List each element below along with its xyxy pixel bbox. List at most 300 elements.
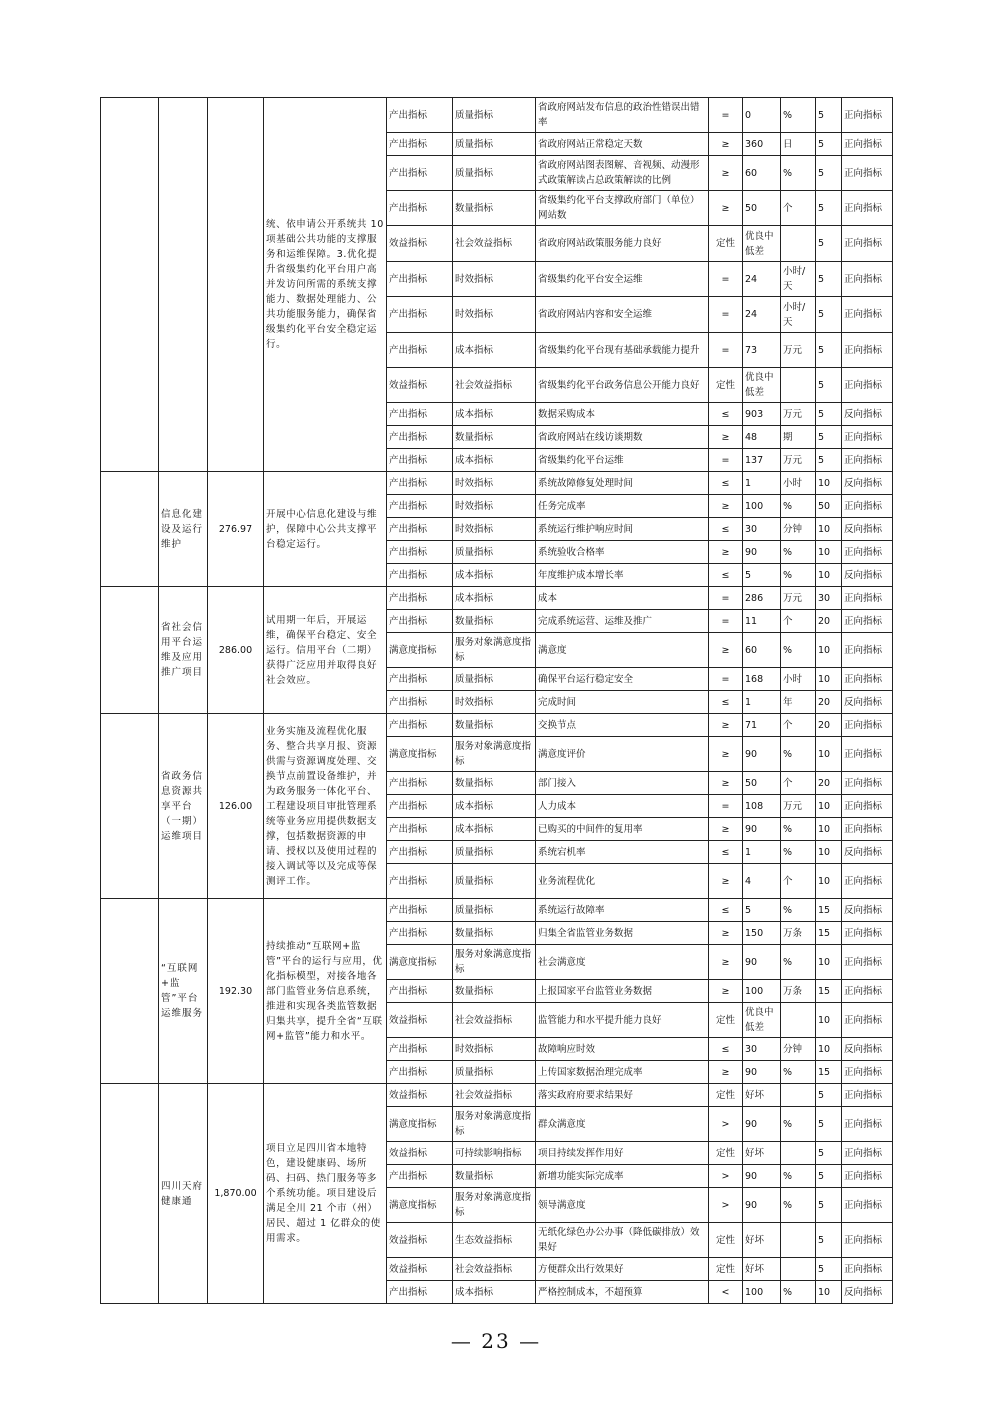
project-goal-cell: 统、依申请公开系统共 10 项基础公共功能的支撑服务和运维保障。3.优化提升省级集约化平台用户高并发访问所需的系统支撑能力、数据处理能力、公共功能服务能力，确保省级集约化平台安全稳定运行。 (264, 98, 387, 472)
target-value-cell: 0 (743, 98, 781, 133)
direction-cell: 正向指标 (842, 714, 893, 737)
weight-cell: 10 (816, 1038, 842, 1061)
level2-indicator-cell: 时效指标 (453, 262, 536, 297)
level2-indicator-cell: 服务对象满意度指标 (453, 1188, 536, 1223)
level1-indicator-cell: 满意度指标 (387, 945, 453, 980)
level1-indicator-cell: 满意度指标 (387, 737, 453, 772)
indicator-name-cell: 省政府网站内容和安全运维 (536, 297, 709, 333)
level2-indicator-cell: 质量指标 (453, 541, 536, 564)
indicator-name-cell: 上报国家平台监管业务数据 (536, 980, 709, 1003)
operator-cell: ≥ (709, 633, 743, 668)
unit-cell: 个 (781, 191, 816, 226)
level2-indicator-cell: 质量指标 (453, 841, 536, 864)
weight-cell: 5 (816, 333, 842, 368)
indicator-name-cell: 领导满意度 (536, 1188, 709, 1223)
indicator-name-cell: 省级集约化平台政务信息公开能力良好 (536, 368, 709, 403)
unit-cell: % (781, 818, 816, 841)
operator-cell: 定性 (709, 1258, 743, 1281)
target-value-cell: 108 (743, 795, 781, 818)
level2-indicator-cell: 时效指标 (453, 297, 536, 333)
weight-cell: 5 (816, 1084, 842, 1107)
indicator-name-cell: 满意度 (536, 633, 709, 668)
category-cell (101, 714, 159, 899)
weight-cell: 5 (816, 426, 842, 449)
operator-cell: = (709, 262, 743, 297)
weight-cell: 10 (816, 818, 842, 841)
level1-indicator-cell: 产出指标 (387, 772, 453, 795)
weight-cell: 5 (816, 98, 842, 133)
level2-indicator-cell: 服务对象满意度指标 (453, 633, 536, 668)
direction-cell: 反向指标 (842, 518, 893, 541)
level2-indicator-cell: 服务对象满意度指标 (453, 945, 536, 980)
level2-indicator-cell: 服务对象满意度指标 (453, 1107, 536, 1142)
level2-indicator-cell: 社会效益指标 (453, 1084, 536, 1107)
unit-cell (781, 1084, 816, 1107)
level1-indicator-cell: 效益指标 (387, 1003, 453, 1038)
level1-indicator-cell: 产出指标 (387, 922, 453, 945)
unit-cell: % (781, 1188, 816, 1223)
indicator-name-cell: 年度维护成本增长率 (536, 564, 709, 587)
operator-cell: 定性 (709, 1084, 743, 1107)
direction-cell: 正向指标 (842, 262, 893, 297)
operator-cell: > (709, 1107, 743, 1142)
level1-indicator-cell: 产出指标 (387, 841, 453, 864)
weight-cell: 10 (816, 1281, 842, 1304)
indicator-name-cell: 省政府网站正常稳定天数 (536, 133, 709, 156)
project-amount-cell: 1,870.00 (208, 1084, 264, 1304)
operator-cell: ≥ (709, 156, 743, 191)
unit-cell (781, 368, 816, 403)
weight-cell: 5 (816, 1188, 842, 1223)
unit-cell (781, 1223, 816, 1258)
target-value-cell: 100 (743, 495, 781, 518)
unit-cell: 小时/天 (781, 297, 816, 333)
unit-cell: 万条 (781, 980, 816, 1003)
level1-indicator-cell: 产出指标 (387, 795, 453, 818)
operator-cell: ≥ (709, 714, 743, 737)
weight-cell: 15 (816, 899, 842, 922)
unit-cell: 个 (781, 864, 816, 899)
indicator-name-cell: 省政府网站政策服务能力良好 (536, 226, 709, 262)
weight-cell: 10 (816, 864, 842, 899)
weight-cell: 10 (816, 472, 842, 495)
table-row (101, 1084, 893, 1107)
direction-cell: 正向指标 (842, 1003, 893, 1038)
operator-cell: 定性 (709, 1142, 743, 1165)
level1-indicator-cell: 产出指标 (387, 403, 453, 426)
weight-cell: 50 (816, 495, 842, 518)
performance-indicator-table (100, 97, 893, 1304)
target-value-cell: 好坏 (743, 1223, 781, 1258)
indicator-name-cell: 部门接入 (536, 772, 709, 795)
level2-indicator-cell: 质量指标 (453, 1061, 536, 1084)
direction-cell: 反向指标 (842, 899, 893, 922)
direction-cell: 正向指标 (842, 191, 893, 226)
project-name-cell: 信息化建设及运行维护 (159, 472, 208, 587)
operator-cell: ≤ (709, 1038, 743, 1061)
operator-cell: ≤ (709, 564, 743, 587)
project-name-cell: 四川天府健康通 (159, 1084, 208, 1304)
level2-indicator-cell: 成本指标 (453, 818, 536, 841)
level2-indicator-cell: 成本指标 (453, 333, 536, 368)
unit-cell: 分钟 (781, 518, 816, 541)
level1-indicator-cell: 产出指标 (387, 610, 453, 633)
level1-indicator-cell: 产出指标 (387, 1165, 453, 1188)
operator-cell: = (709, 795, 743, 818)
operator-cell: ≤ (709, 691, 743, 714)
level1-indicator-cell: 满意度指标 (387, 1188, 453, 1223)
operator-cell: < (709, 1281, 743, 1304)
indicator-name-cell: 落实政府府要求结果好 (536, 1084, 709, 1107)
operator-cell: ≥ (709, 541, 743, 564)
table-row (101, 714, 893, 737)
indicator-name-cell: 社会满意度 (536, 945, 709, 980)
level2-indicator-cell: 可持续影响指标 (453, 1142, 536, 1165)
operator-cell: ≥ (709, 864, 743, 899)
level1-indicator-cell: 产出指标 (387, 1038, 453, 1061)
unit-cell (781, 226, 816, 262)
level1-indicator-cell: 产出指标 (387, 518, 453, 541)
level2-indicator-cell: 质量指标 (453, 899, 536, 922)
direction-cell: 反向指标 (842, 1038, 893, 1061)
direction-cell: 正向指标 (842, 864, 893, 899)
direction-cell: 正向指标 (842, 610, 893, 633)
weight-cell: 10 (816, 795, 842, 818)
weight-cell: 20 (816, 691, 842, 714)
operator-cell: = (709, 449, 743, 472)
level2-indicator-cell: 社会效益指标 (453, 1258, 536, 1281)
target-value-cell: 60 (743, 156, 781, 191)
direction-cell: 正向指标 (842, 368, 893, 403)
project-amount-cell: 286.00 (208, 587, 264, 714)
level2-indicator-cell: 生态效益指标 (453, 1223, 536, 1258)
indicator-name-cell: 无纸化绿色办公办事（降低碳排放）效果好 (536, 1223, 709, 1258)
indicator-name-cell: 任务完成率 (536, 495, 709, 518)
level1-indicator-cell: 产出指标 (387, 899, 453, 922)
direction-cell: 正向指标 (842, 587, 893, 610)
level2-indicator-cell: 时效指标 (453, 495, 536, 518)
target-value-cell: 73 (743, 333, 781, 368)
direction-cell: 正向指标 (842, 1107, 893, 1142)
level1-indicator-cell: 效益指标 (387, 1084, 453, 1107)
direction-cell: 正向指标 (842, 1188, 893, 1223)
weight-cell: 15 (816, 980, 842, 1003)
operator-cell: ≥ (709, 772, 743, 795)
weight-cell: 10 (816, 737, 842, 772)
target-value-cell: 好坏 (743, 1084, 781, 1107)
weight-cell: 5 (816, 156, 842, 191)
direction-cell: 正向指标 (842, 980, 893, 1003)
level1-indicator-cell: 产出指标 (387, 333, 453, 368)
unit-cell: 万元 (781, 587, 816, 610)
level1-indicator-cell: 产出指标 (387, 587, 453, 610)
indicator-name-cell: 交换节点 (536, 714, 709, 737)
operator-cell: 定性 (709, 1223, 743, 1258)
direction-cell: 正向指标 (842, 1165, 893, 1188)
level1-indicator-cell: 效益指标 (387, 1258, 453, 1281)
weight-cell: 10 (816, 633, 842, 668)
indicator-name-cell: 省级集约化平台安全运维 (536, 262, 709, 297)
weight-cell: 10 (816, 841, 842, 864)
level2-indicator-cell: 数量指标 (453, 191, 536, 226)
unit-cell: 个 (781, 714, 816, 737)
indicator-name-cell: 确保平台运行稳定安全 (536, 668, 709, 691)
unit-cell: % (781, 737, 816, 772)
unit-cell: 年 (781, 691, 816, 714)
direction-cell: 正向指标 (842, 426, 893, 449)
level2-indicator-cell: 社会效益指标 (453, 226, 536, 262)
level1-indicator-cell: 产出指标 (387, 495, 453, 518)
unit-cell (781, 1003, 816, 1038)
project-name-cell (159, 98, 208, 472)
weight-cell: 5 (816, 1165, 842, 1188)
target-value-cell: 50 (743, 191, 781, 226)
weight-cell: 15 (816, 1061, 842, 1084)
direction-cell: 反向指标 (842, 691, 893, 714)
category-cell (101, 899, 159, 1084)
unit-cell (781, 1258, 816, 1281)
level1-indicator-cell: 产出指标 (387, 191, 453, 226)
project-goal-cell: 业务实施及流程优化服务、整合共享月报、资源供需与资源调度处理、交换节点前置设备维护，并为政务服务一体化平台、工程建设项目审批管理系统等业务应用提供数据支撑，包括数据资源的申请、授权以及使用过程的接入调试等以及完成等保测评工作。 (264, 714, 387, 899)
weight-cell: 5 (816, 297, 842, 333)
operator-cell: ≥ (709, 426, 743, 449)
direction-cell: 反向指标 (842, 403, 893, 426)
project-amount-cell (208, 98, 264, 472)
level2-indicator-cell: 成本指标 (453, 795, 536, 818)
level2-indicator-cell: 成本指标 (453, 587, 536, 610)
direction-cell: 正向指标 (842, 1258, 893, 1281)
level1-indicator-cell: 产出指标 (387, 818, 453, 841)
level2-indicator-cell: 时效指标 (453, 691, 536, 714)
direction-cell: 反向指标 (842, 472, 893, 495)
level2-indicator-cell: 数量指标 (453, 426, 536, 449)
direction-cell: 正向指标 (842, 156, 893, 191)
direction-cell: 正向指标 (842, 922, 893, 945)
direction-cell: 正向指标 (842, 818, 893, 841)
indicator-name-cell: 系统运行故障率 (536, 899, 709, 922)
target-value-cell: 90 (743, 737, 781, 772)
weight-cell: 20 (816, 714, 842, 737)
level2-indicator-cell: 质量指标 (453, 668, 536, 691)
level1-indicator-cell: 产出指标 (387, 297, 453, 333)
operator-cell: = (709, 297, 743, 333)
unit-cell: 小时 (781, 472, 816, 495)
direction-cell: 正向指标 (842, 1142, 893, 1165)
level2-indicator-cell: 数量指标 (453, 980, 536, 1003)
unit-cell: % (781, 564, 816, 587)
level1-indicator-cell: 产出指标 (387, 714, 453, 737)
target-value-cell: 90 (743, 1165, 781, 1188)
indicator-name-cell: 省级集约化平台现有基础承载能力提升 (536, 333, 709, 368)
target-value-cell: 100 (743, 1281, 781, 1304)
level1-indicator-cell: 效益指标 (387, 1142, 453, 1165)
target-value-cell: 360 (743, 133, 781, 156)
unit-cell: % (781, 1061, 816, 1084)
level2-indicator-cell: 质量指标 (453, 133, 536, 156)
direction-cell: 反向指标 (842, 841, 893, 864)
operator-cell: > (709, 1188, 743, 1223)
target-value-cell: 168 (743, 668, 781, 691)
category-cell (101, 98, 159, 472)
operator-cell: ≤ (709, 518, 743, 541)
category-cell (101, 587, 159, 714)
unit-cell: % (781, 98, 816, 133)
level1-indicator-cell: 产出指标 (387, 864, 453, 899)
level2-indicator-cell: 社会效益指标 (453, 1003, 536, 1038)
target-value-cell: 90 (743, 945, 781, 980)
weight-cell: 10 (816, 945, 842, 980)
operator-cell: = (709, 333, 743, 368)
table-body (101, 98, 893, 1304)
level2-indicator-cell: 质量指标 (453, 864, 536, 899)
operator-cell: ≥ (709, 922, 743, 945)
level2-indicator-cell: 成本指标 (453, 1281, 536, 1304)
target-value-cell: 137 (743, 449, 781, 472)
target-value-cell: 11 (743, 610, 781, 633)
level1-indicator-cell: 产出指标 (387, 691, 453, 714)
operator-cell: = (709, 587, 743, 610)
weight-cell: 30 (816, 587, 842, 610)
level1-indicator-cell: 产出指标 (387, 541, 453, 564)
direction-cell: 正向指标 (842, 449, 893, 472)
target-value-cell: 30 (743, 518, 781, 541)
unit-cell: % (781, 495, 816, 518)
direction-cell: 正向指标 (842, 795, 893, 818)
unit-cell: 万条 (781, 922, 816, 945)
table-row (101, 899, 893, 922)
level1-indicator-cell: 产出指标 (387, 449, 453, 472)
level2-indicator-cell: 时效指标 (453, 518, 536, 541)
unit-cell: 期 (781, 426, 816, 449)
target-value-cell: 100 (743, 980, 781, 1003)
direction-cell: 正向指标 (842, 297, 893, 333)
target-value-cell: 30 (743, 1038, 781, 1061)
unit-cell: % (781, 1107, 816, 1142)
indicator-name-cell: 系统验收合格率 (536, 541, 709, 564)
target-value-cell: 90 (743, 1061, 781, 1084)
unit-cell: 万元 (781, 403, 816, 426)
operator-cell: 定性 (709, 226, 743, 262)
weight-cell: 5 (816, 1107, 842, 1142)
operator-cell: ≤ (709, 472, 743, 495)
indicator-name-cell: 省政府网站在线访谈期数 (536, 426, 709, 449)
level1-indicator-cell: 效益指标 (387, 1223, 453, 1258)
level1-indicator-cell: 产出指标 (387, 133, 453, 156)
indicator-name-cell: 完成系统运营、运维及推广 (536, 610, 709, 633)
operator-cell: 定性 (709, 368, 743, 403)
unit-cell: % (781, 156, 816, 191)
table-row (101, 587, 893, 610)
level1-indicator-cell: 产出指标 (387, 156, 453, 191)
project-name-cell: 省政务信息资源共享平台（一期）运维项目 (159, 714, 208, 899)
weight-cell: 5 (816, 262, 842, 297)
level1-indicator-cell: 产出指标 (387, 426, 453, 449)
level1-indicator-cell: 产出指标 (387, 1281, 453, 1304)
unit-cell: % (781, 841, 816, 864)
project-goal-cell: 项目立足四川省本地特色，建设健康码、场所码、扫码、热门服务等多个系统功能。项目建设后满足全川 21 个市（州）居民、超过 1 亿群众的使用需求。 (264, 1084, 387, 1304)
unit-cell: % (781, 1281, 816, 1304)
indicator-name-cell: 上传国家数据治理完成率 (536, 1061, 709, 1084)
project-name-cell: 省社会信用平台运维及应用推广项目 (159, 587, 208, 714)
target-value-cell: 1 (743, 691, 781, 714)
indicator-name-cell: 系统宕机率 (536, 841, 709, 864)
direction-cell: 正向指标 (842, 668, 893, 691)
project-amount-cell: 126.00 (208, 714, 264, 899)
level1-indicator-cell: 产出指标 (387, 262, 453, 297)
indicator-name-cell: 业务流程优化 (536, 864, 709, 899)
target-value-cell: 24 (743, 297, 781, 333)
target-value-cell: 150 (743, 922, 781, 945)
project-amount-cell: 192.30 (208, 899, 264, 1084)
unit-cell: % (781, 1165, 816, 1188)
table-row (101, 98, 893, 133)
level1-indicator-cell: 效益指标 (387, 368, 453, 403)
direction-cell: 正向指标 (842, 495, 893, 518)
unit-cell: 小时 (781, 668, 816, 691)
indicator-name-cell: 系统故障修复处理时间 (536, 472, 709, 495)
indicator-name-cell: 项目持续发挥作用好 (536, 1142, 709, 1165)
indicator-name-cell: 已购买的中间件的复用率 (536, 818, 709, 841)
level1-indicator-cell: 产出指标 (387, 980, 453, 1003)
operator-cell: ≥ (709, 980, 743, 1003)
project-amount-cell: 276.97 (208, 472, 264, 587)
indicator-name-cell: 省级集约化平台运维 (536, 449, 709, 472)
level1-indicator-cell: 满意度指标 (387, 633, 453, 668)
operator-cell: = (709, 98, 743, 133)
unit-cell (781, 1142, 816, 1165)
unit-cell: 万元 (781, 333, 816, 368)
level2-indicator-cell: 成本指标 (453, 564, 536, 587)
operator-cell: > (709, 1165, 743, 1188)
indicator-name-cell: 严格控制成本，不超预算 (536, 1281, 709, 1304)
weight-cell: 5 (816, 1258, 842, 1281)
target-value-cell: 5 (743, 899, 781, 922)
unit-cell: 个 (781, 610, 816, 633)
unit-cell: % (781, 541, 816, 564)
project-name-cell: “互联网+监管”平台运维服务 (159, 899, 208, 1084)
indicator-name-cell: 省级集约化平台支撑政府部门（单位）网站数 (536, 191, 709, 226)
project-goal-cell: 持续推动“互联网+监管”平台的运行与应用，优化指标模型，对接各地各部门监管业务信息系统，推进和实现各类监管数据归集共享，提升全省“互联网+监管”能力和水平。 (264, 899, 387, 1084)
level2-indicator-cell: 数量指标 (453, 1165, 536, 1188)
unit-cell: 万元 (781, 795, 816, 818)
weight-cell: 5 (816, 1142, 842, 1165)
level2-indicator-cell: 数量指标 (453, 772, 536, 795)
operator-cell: ≥ (709, 495, 743, 518)
target-value-cell: 好坏 (743, 1142, 781, 1165)
operator-cell: ≤ (709, 899, 743, 922)
target-value-cell: 4 (743, 864, 781, 899)
indicator-name-cell: 方便群众出行效果好 (536, 1258, 709, 1281)
target-value-cell: 90 (743, 818, 781, 841)
weight-cell: 5 (816, 191, 842, 226)
weight-cell: 20 (816, 772, 842, 795)
level2-indicator-cell: 数量指标 (453, 610, 536, 633)
direction-cell: 正向指标 (842, 633, 893, 668)
project-goal-cell: 试用期一年后，开展运维，确保平台稳定、安全运行。信用平台（二期）获得广泛应用并取得良好社会效应。 (264, 587, 387, 714)
level2-indicator-cell: 成本指标 (453, 403, 536, 426)
indicator-name-cell: 故障响应时效 (536, 1038, 709, 1061)
target-value-cell: 286 (743, 587, 781, 610)
table-row (101, 472, 893, 495)
target-value-cell: 好坏 (743, 1258, 781, 1281)
operator-cell: ≥ (709, 191, 743, 226)
direction-cell: 正向指标 (842, 541, 893, 564)
indicator-name-cell: 数据采购成本 (536, 403, 709, 426)
target-value-cell: 90 (743, 1188, 781, 1223)
target-value-cell: 5 (743, 564, 781, 587)
direction-cell: 正向指标 (842, 945, 893, 980)
operator-cell: = (709, 610, 743, 633)
